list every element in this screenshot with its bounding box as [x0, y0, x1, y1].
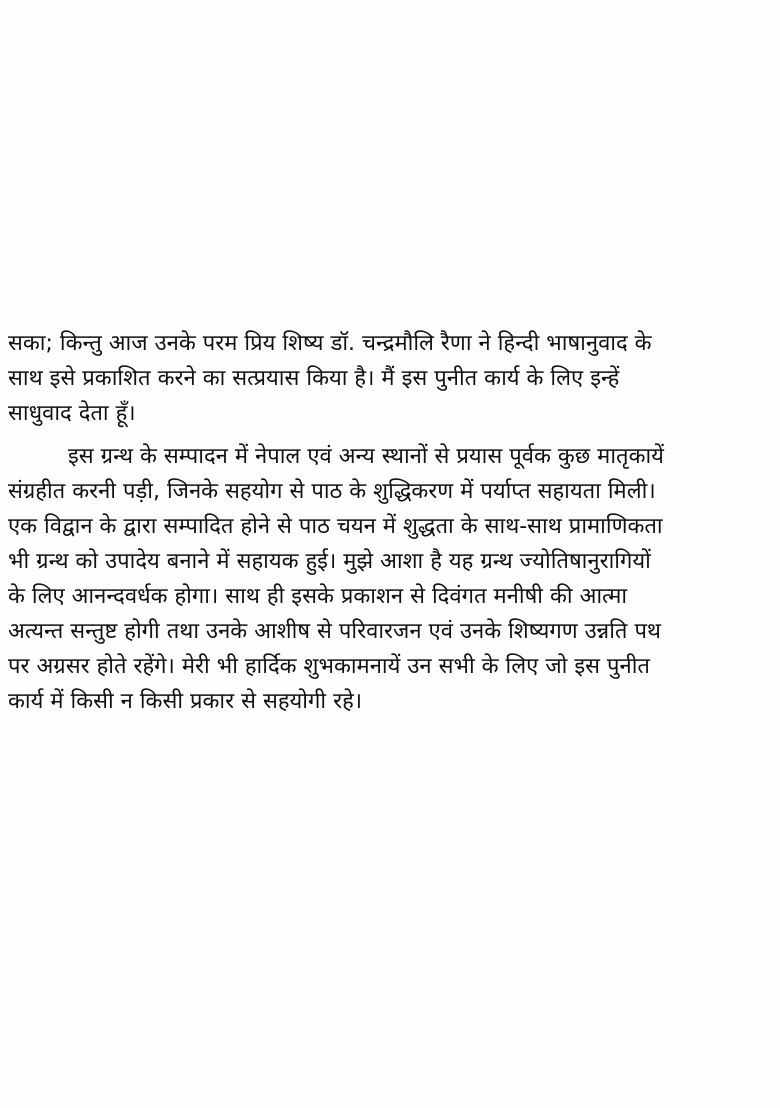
paragraph-spacer — [8, 431, 774, 439]
text-line: साथ इसे प्रकाशित करने का सत्प्रयास किया है। मैं इस पुनीत कार्य के लिए इन्हें — [8, 366, 620, 391]
text-line: भी ग्रन्थ को उपादेय बनाने में सहायक हुई। मुझे आशा है यह ग्रन्थ ज्योतिषानुरागियों — [8, 549, 651, 574]
paragraph-1 — [8, 326, 774, 431]
text-line: साधुवाद देता हूँ। — [8, 401, 136, 426]
text-line: सका; किन्तु आज उनके परम प्रिय शिष्य डॉ. चन्द्रमौलि रैणा ने हिन्दी भाषानुवाद के — [8, 331, 652, 356]
text-line: के लिए आनन्दवर्धक होगा। साथ ही इसके प्रकाशन से दिवंगत मनीषी की आत्मा — [8, 584, 628, 609]
text-line: अत्यन्त सन्तुष्ट होगी तथा उनके आशीष से परिवारजन एवं उनके शिष्यगण उन्नति पथ — [8, 619, 661, 644]
text-line: इस ग्रन्थ के सम्पादन में नेपाल एवं अन्य स्थानों से प्रयास पूर्वक कुछ मातृकायें — [68, 444, 664, 469]
paragraph-2 — [8, 439, 774, 719]
text-line: कार्य में किसी न किसी प्रकार से सहयोगी रहे। — [8, 689, 363, 714]
text-line: संग्रहीत करनी पड़ी, जिनके सहयोग से पाठ के शुद्धिकरण में पर्याप्त सहायता मिली। — [8, 479, 656, 504]
body-text — [8, 326, 774, 719]
text-line: एक विद्वान के द्वारा सम्पादित होने से पाठ चयन में शुद्धता के साथ-साथ प्रामाणिकता — [8, 514, 663, 539]
text-line: पर अग्रसर होते रहेंगे। मेरी भी हार्दिक शुभकामनायें उन सभी के लिए जो इस पुनीत — [8, 654, 650, 679]
